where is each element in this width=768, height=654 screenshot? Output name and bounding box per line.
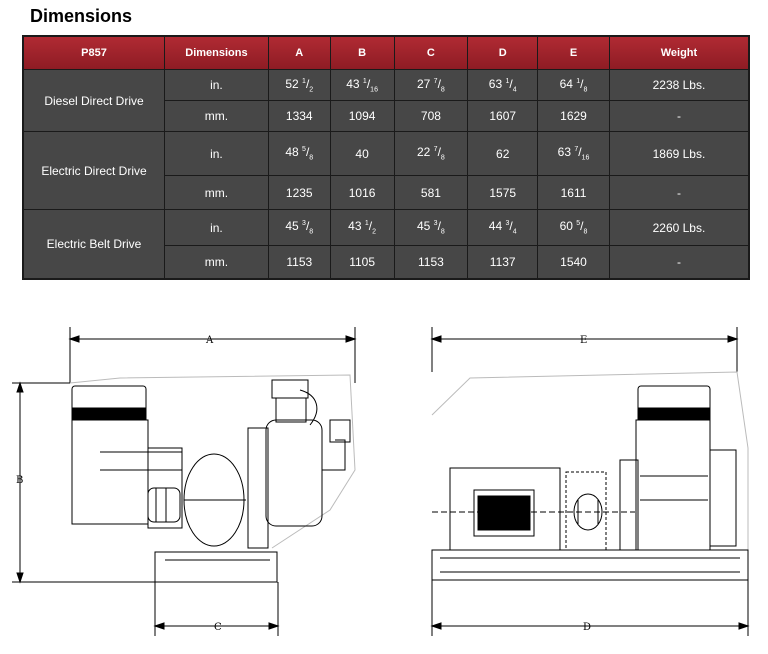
header-weight: Weight [609, 36, 749, 70]
value-b: 40 [330, 132, 394, 176]
page-title: Dimensions [30, 6, 133, 26]
header-a: A [268, 36, 330, 70]
table-header-row [23, 36, 749, 70]
enclosure-outline [70, 375, 355, 548]
unit-cell: in. [165, 132, 269, 176]
dimensions-table [22, 35, 750, 280]
engine-flange [620, 460, 638, 550]
value-a: 52 $^1/_2$ [268, 70, 330, 101]
dim-label-d: D [583, 622, 592, 633]
engine-block [636, 420, 710, 550]
value-b: 43 $^1/_{16}$ [330, 70, 394, 101]
header-b: B [330, 36, 394, 70]
model-cell: Electric Direct Drive [23, 132, 165, 210]
value-c: 27 $^7/_8$ [394, 70, 468, 101]
dim-label-c: C [214, 622, 222, 633]
engine-band [72, 408, 146, 420]
value-e: 60 $^5/_8$ [538, 210, 610, 246]
value-c: 45 $^3/_8$ [394, 210, 468, 246]
coupling [148, 488, 180, 522]
value-b: 1105 [330, 246, 394, 279]
header-dimensions: Dimensions [165, 36, 269, 70]
header-model: P857 [23, 36, 165, 70]
value-e: 64 $^1/_8$ [538, 70, 610, 101]
dim-label-e: E [580, 335, 588, 346]
value-c: 1153 [394, 246, 468, 279]
arrow-head [432, 623, 441, 629]
value-weight: 2260 Lbs. [609, 210, 749, 246]
arrow-head [70, 336, 79, 342]
arrow-head [155, 623, 164, 629]
model-cell: Diesel Direct Drive [23, 70, 165, 132]
value-c: 22 $^7/_8$ [394, 132, 468, 176]
table-row [23, 210, 749, 246]
separator-tank [266, 420, 322, 526]
header-e: E [538, 36, 610, 70]
value-d: 1137 [468, 246, 538, 279]
base-skid [155, 552, 277, 582]
front-view-drawing [432, 327, 748, 636]
model-cell: Electric Belt Drive [23, 210, 165, 279]
value-e: 63 $^7/_{16}$ [538, 132, 610, 176]
value-c: 581 [394, 176, 468, 210]
arrow-head [17, 383, 23, 392]
engine-block [72, 420, 148, 524]
value-a: 1235 [268, 176, 330, 210]
coupling-guard [566, 472, 606, 550]
value-weight: 1869 Lbs. [609, 132, 749, 176]
table-row [23, 132, 749, 176]
value-b: 1094 [330, 101, 394, 132]
value-e: 1629 [538, 101, 610, 132]
arrow-head [432, 336, 441, 342]
unit-cell: mm. [165, 246, 269, 279]
unit-cell: in. [165, 210, 269, 246]
value-d: 1575 [468, 176, 538, 210]
discharge-elbow [322, 440, 345, 470]
value-d: 1607 [468, 101, 538, 132]
tank-neck [276, 398, 306, 422]
header-c: C [394, 36, 468, 70]
value-weight: 2238 Lbs. [609, 70, 749, 101]
frame-post [248, 428, 268, 548]
arrow-head [739, 623, 748, 629]
base-skid [432, 550, 748, 580]
value-e: 1540 [538, 246, 610, 279]
value-d: 63 $^1/_4$ [468, 70, 538, 101]
side-view-drawing [12, 327, 355, 636]
value-b: 1016 [330, 176, 394, 210]
tank-cap [272, 380, 308, 398]
value-weight: - [609, 101, 749, 132]
dim-label-b: B [16, 475, 24, 486]
value-a: 48 $^5/_8$ [268, 132, 330, 176]
value-a: 1334 [268, 101, 330, 132]
arrow-head [346, 336, 355, 342]
header-d: D [468, 36, 538, 70]
value-a: 45 $^3/_8$ [268, 210, 330, 246]
value-d: 62 [468, 132, 538, 176]
discharge-flange [330, 420, 350, 442]
arrow-head [17, 573, 23, 582]
engine-radiator [710, 450, 736, 546]
arrow-head [269, 623, 278, 629]
table-row [23, 70, 749, 101]
value-e: 1611 [538, 176, 610, 210]
value-c: 708 [394, 101, 468, 132]
value-weight: - [609, 246, 749, 279]
arrow-head [728, 336, 737, 342]
unit-cell: mm. [165, 101, 269, 132]
pump-dimension-drawing [0, 300, 768, 654]
value-d: 44 $^3/_4$ [468, 210, 538, 246]
value-a: 1153 [268, 246, 330, 279]
value-b: 43 $^1/_2$ [330, 210, 394, 246]
dim-label-a: A [206, 335, 214, 346]
motor-core [478, 496, 530, 530]
value-weight: - [609, 176, 749, 210]
engine-band [638, 408, 710, 420]
unit-cell: mm. [165, 176, 269, 210]
unit-cell: in. [165, 70, 269, 101]
